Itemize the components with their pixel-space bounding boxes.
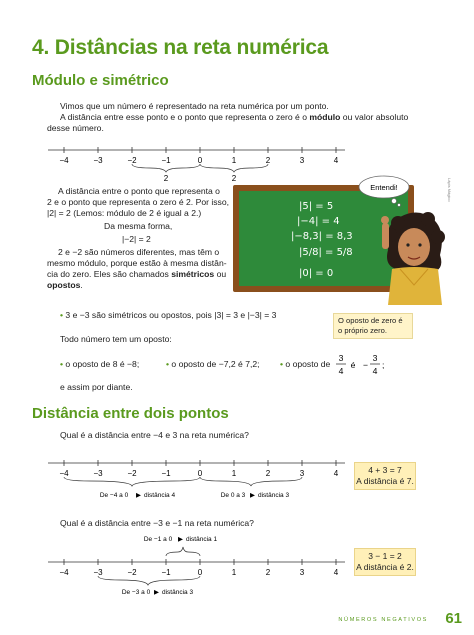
- intro-line-2: [60, 112, 408, 123]
- brace-right-label: 2: [231, 174, 237, 183]
- para2-text: cia do zero. Eles são chamados: [47, 269, 172, 279]
- para2-line-2: 2 e o ponto que representa o zero é 2. Por isso,: [47, 197, 230, 207]
- intro-text-a: A distância entre esse ponto e o ponto que representa o zero é o: [60, 112, 310, 122]
- frac2-minus: −: [363, 360, 369, 370]
- dist-bottom-label: distância 3: [162, 589, 194, 596]
- brace-left-label: 2: [163, 174, 169, 183]
- result-box-2: [354, 548, 416, 576]
- result-2-diff: 3 − 1 = 2: [368, 551, 402, 561]
- question-2: Qual é a distância entre −3 e −1 na reta numérica?: [60, 518, 254, 528]
- para2-line-3: |2| = 2 (Lemos: módulo de 2 é igual a 2.): [47, 208, 202, 218]
- tick-label: 0: [197, 469, 203, 478]
- tick-label: −3: [93, 568, 103, 577]
- tick-label: 3: [299, 568, 305, 577]
- para2-line-6: 2 e −2 são números diferentes, mas têm o: [58, 247, 220, 257]
- brace-0-to-3: [200, 477, 302, 486]
- page-number: 61: [445, 610, 462, 627]
- dist1-label: distância 4: [144, 492, 176, 499]
- para2-line-4: Da mesma forma,: [104, 221, 173, 231]
- opposite-example-1: [60, 359, 139, 370]
- intro-text-c: ou valor absoluto: [340, 112, 409, 122]
- chalk-line-1: |5| = 5: [299, 201, 334, 212]
- dist-top-label: distância 1: [186, 536, 218, 543]
- brace-right: [200, 164, 268, 172]
- bullet-dot-icon: •: [60, 310, 64, 320]
- tick-label: 4: [333, 568, 339, 577]
- fraction-opposite: [334, 349, 386, 383]
- note-box: O oposto de zero é o próprio zero.: [333, 313, 413, 339]
- tick-label: −3: [93, 156, 103, 165]
- arrow-icon: ▶: [154, 589, 159, 596]
- number-line-1: [40, 142, 360, 184]
- illustration-credit: Lápis Mágico: [447, 178, 452, 202]
- arrow-icon: ▶: [250, 492, 255, 499]
- result-1-sum: 4 + 3 = 7: [368, 465, 402, 475]
- number-line-3: [40, 532, 360, 598]
- tick-label: 2: [265, 156, 271, 165]
- tick-label: −1: [161, 156, 171, 165]
- para2-line-9: [47, 280, 83, 291]
- opposite-text-3a: o oposto de: [285, 359, 331, 369]
- chalk-line-3: |−8,3| = 8,3: [291, 231, 353, 242]
- bullet-dot-icon: •: [280, 359, 284, 369]
- section-heading-distancia: Distância entre dois pontos: [32, 405, 229, 422]
- chalk-line-4: |5/8| = 5/8: [299, 247, 353, 258]
- frac1-den: 4: [338, 366, 344, 376]
- brace2-label: De 0 a 3: [220, 492, 246, 499]
- brace-neg3-to-0: [98, 576, 200, 585]
- arrow-icon: ▶: [136, 492, 141, 499]
- arrow-icon: ▶: [178, 536, 183, 543]
- frac1-num: 3: [338, 353, 344, 363]
- bullet-simetricos-text: 3 e −3 são simétricos ou opostos, pois |3| = 3 e |−3| = 3: [65, 310, 277, 320]
- number-line-2: [40, 455, 360, 503]
- tick-label: 0: [197, 568, 203, 577]
- section-heading-modulo: Módulo e simétrico: [32, 72, 169, 89]
- tick-label: −1: [161, 568, 171, 577]
- dist2-label: distância 3: [258, 492, 290, 499]
- tick-label: 3: [299, 469, 305, 478]
- brace1-label: De −4 a 0: [99, 492, 129, 499]
- tick-label: −2: [127, 469, 137, 478]
- intro-bold-modulo: módulo: [309, 112, 341, 122]
- every-number-text: Todo número tem um oposto:: [60, 334, 172, 344]
- tick-label: −2: [127, 568, 137, 577]
- tick-label: 4: [333, 469, 339, 478]
- bold-opostos: opostos: [47, 280, 81, 290]
- para2-ou: ou: [214, 269, 227, 279]
- brace-left: [132, 164, 200, 172]
- intro-line-1: Vimos que um número é representado na reta numérica por um ponto.: [60, 101, 329, 111]
- bullet-dot-icon: •: [166, 359, 170, 369]
- bullet-simetricos: [60, 310, 276, 321]
- para2-line-1: A distância entre o ponto que representa o: [58, 186, 220, 196]
- opposite-example-2: [166, 359, 260, 370]
- brace-neg1-to-0: [166, 547, 200, 556]
- opposite-text-2: o oposto de −7,2 é 7,2;: [171, 359, 260, 369]
- tick-label: −1: [161, 469, 171, 478]
- frac2-den: 4: [372, 366, 378, 376]
- para2-line-8: [47, 269, 226, 280]
- bullet-dot-icon: •: [60, 359, 64, 369]
- tick-label: −2: [127, 156, 137, 165]
- tick-label: 1: [231, 156, 237, 165]
- question-1: Qual é a distância entre −4 e 3 na reta numérica?: [60, 430, 249, 440]
- tick-label: 0: [197, 156, 203, 165]
- page-title: 4. Distâncias na reta numérica: [32, 36, 329, 59]
- frac-semicolon: ;: [382, 360, 385, 370]
- tick-label: −4: [59, 568, 69, 577]
- and-so-on-text: e assim por diante.: [60, 382, 133, 392]
- tick-label: 3: [299, 156, 305, 165]
- para2-line-5: |−2| = 2: [122, 234, 151, 244]
- tick-label: 1: [231, 568, 237, 577]
- tick-label: 1: [231, 469, 237, 478]
- intro-line-3: desse número.: [47, 123, 104, 133]
- result-1-text: A distância é 7.: [356, 476, 414, 486]
- speech-text: Entendi!: [370, 183, 398, 192]
- opposite-example-3: [280, 359, 330, 370]
- para2-period: .: [80, 280, 83, 290]
- brace-neg4-to-0: [64, 477, 200, 486]
- tick-label: 2: [265, 469, 271, 478]
- tick-label: −4: [59, 156, 69, 165]
- brace-bottom-label: De −3 a 0: [121, 589, 151, 596]
- speech-bubble: [356, 174, 412, 208]
- chalk-line-5: |0| = 0: [299, 268, 334, 279]
- tick-label: 2: [265, 568, 271, 577]
- tick-label: 4: [333, 156, 339, 165]
- tick-label: −3: [93, 469, 103, 478]
- tick-label: −4: [59, 469, 69, 478]
- result-box-1: [354, 462, 416, 490]
- footer-chapter: NÚMEROS NEGATIVOS: [338, 617, 428, 623]
- result-2-text: A distância é 2.: [356, 562, 414, 572]
- girl-illustration: [378, 205, 448, 305]
- chalk-line-2: |−4| = 4: [297, 216, 340, 227]
- para2-line-7: mesmo módulo, porque estão à mesma distân-: [47, 258, 227, 268]
- frac2-num: 3: [372, 353, 378, 363]
- bold-simetricos: simétricos: [171, 269, 215, 279]
- opposite-text-1: o oposto de 8 é −8;: [65, 359, 140, 369]
- brace-top-label: De −1 a 0: [143, 536, 173, 543]
- opposite-e: é: [350, 360, 356, 370]
